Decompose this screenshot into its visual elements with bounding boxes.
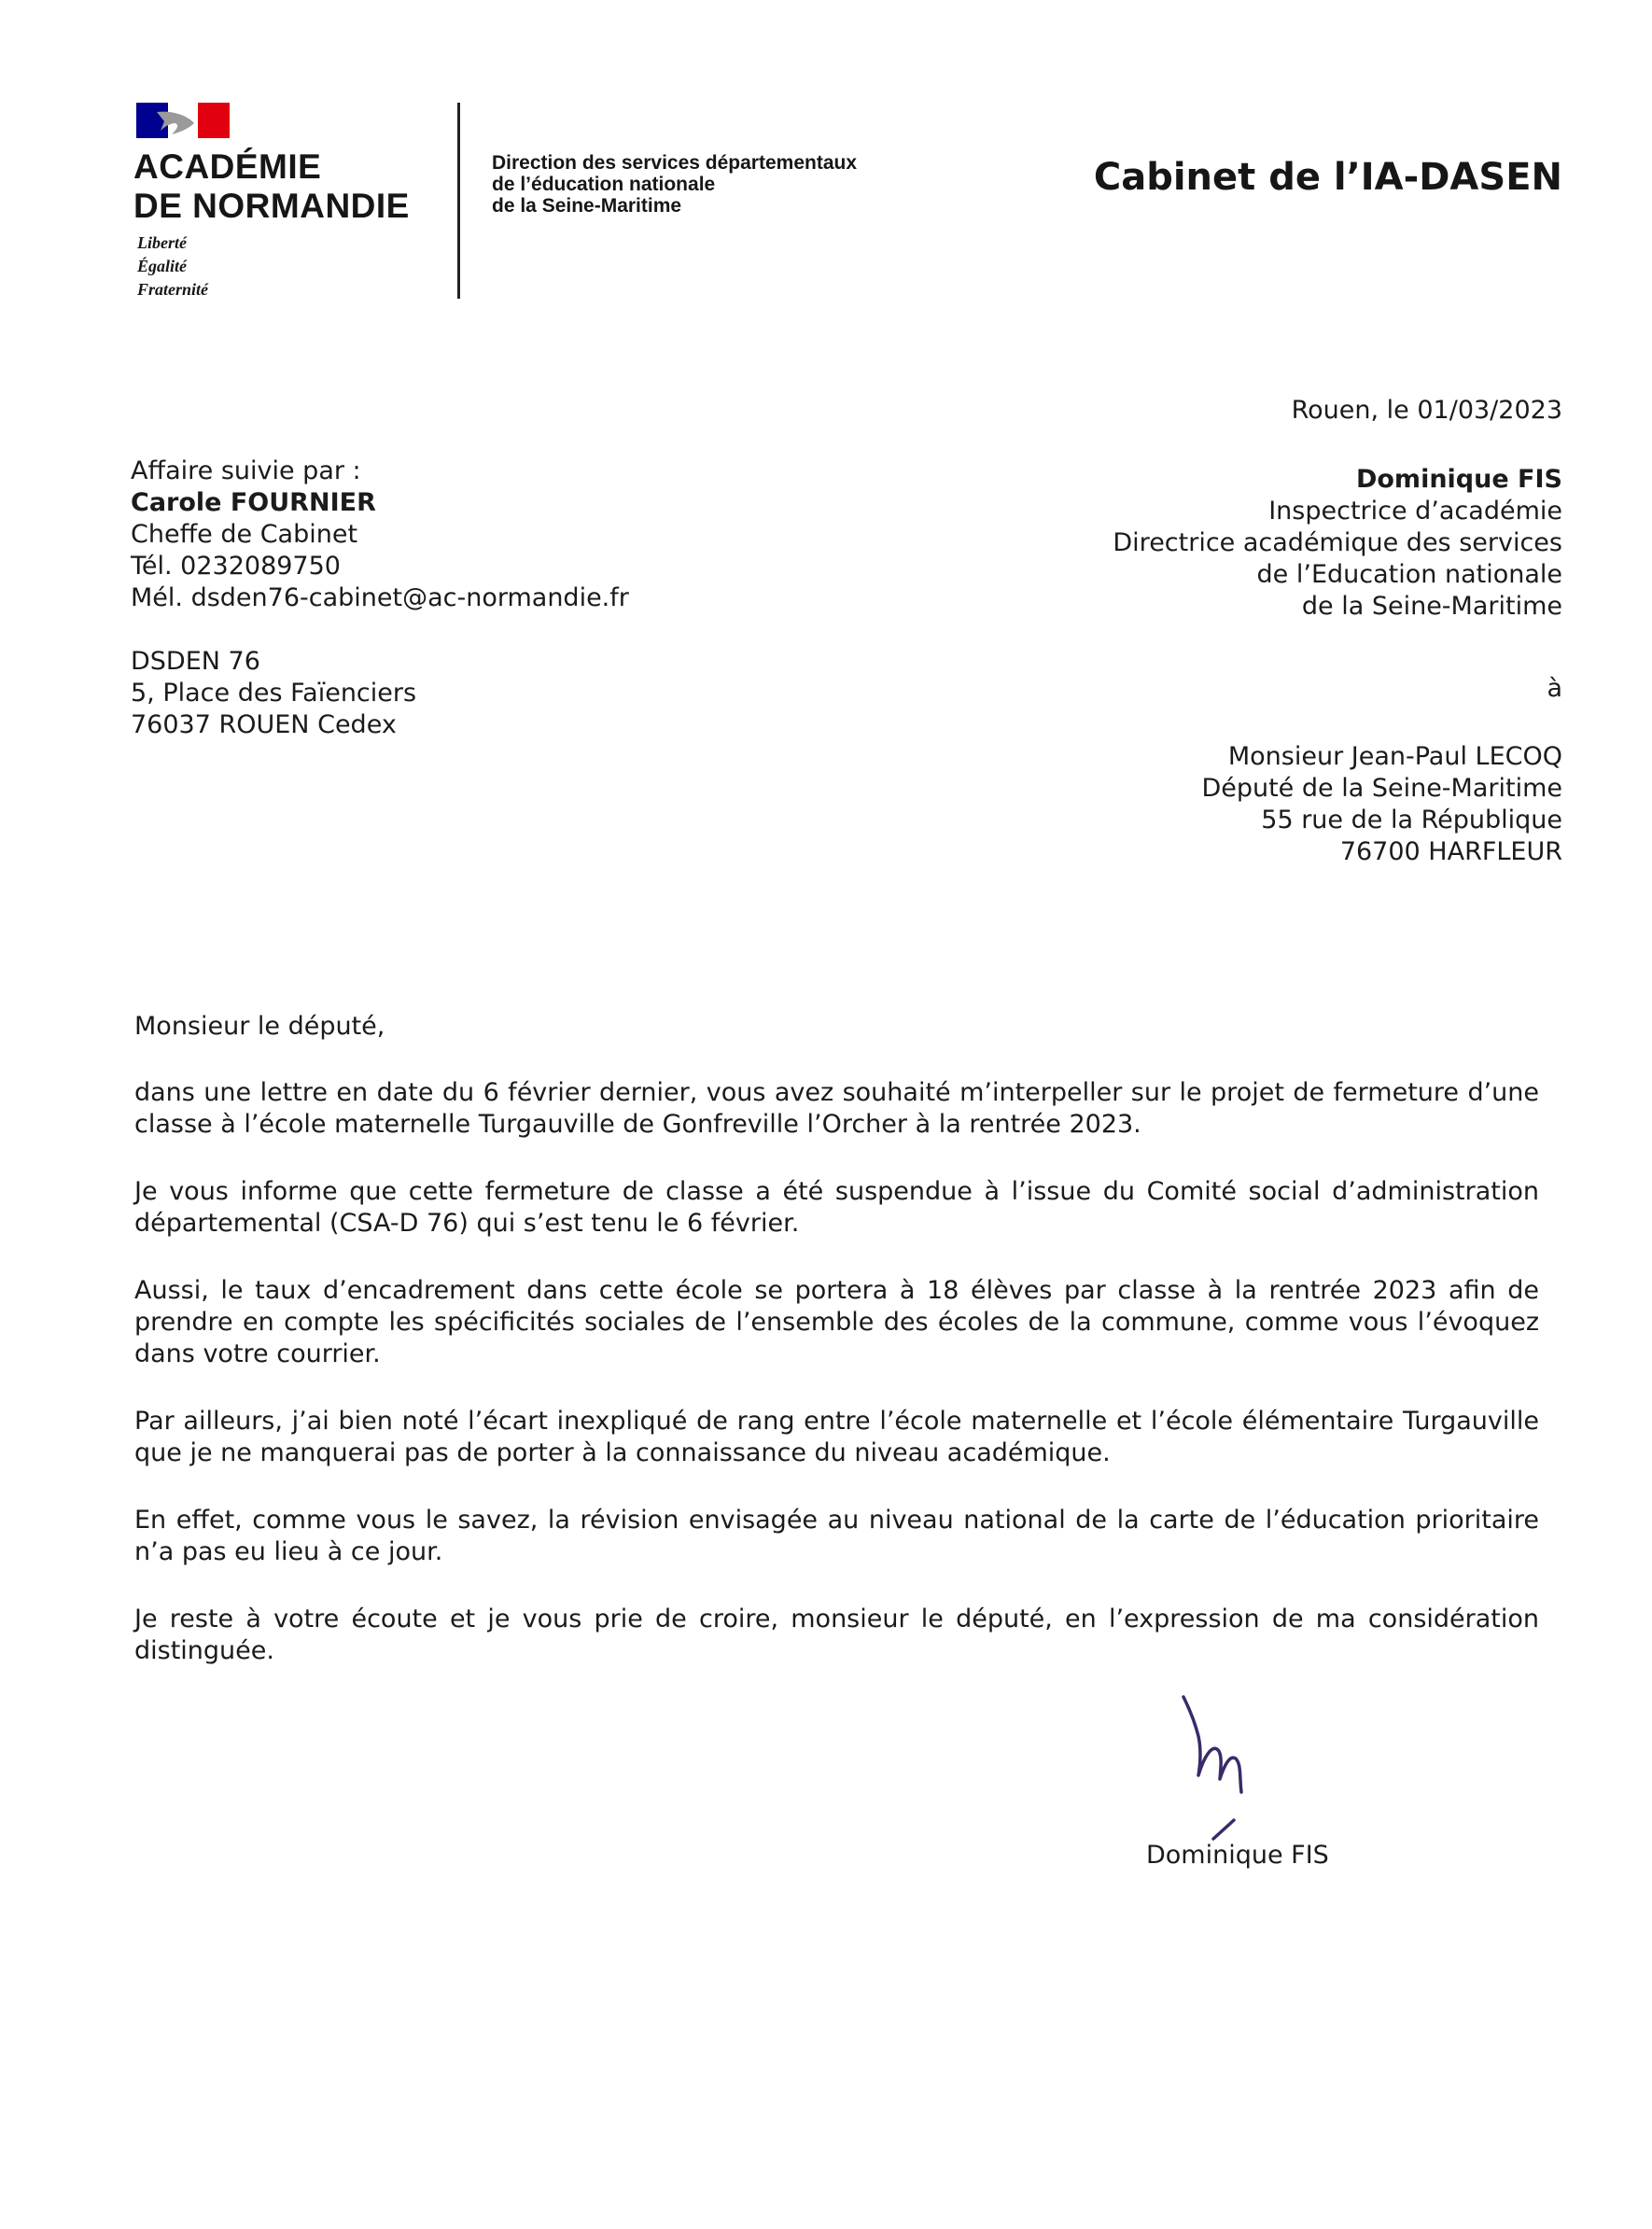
header-divider [457,103,460,299]
from-line-3: de l’Education nationale [1256,560,1562,589]
sender-address-line-2: 5, Place des Faïenciers [131,679,417,708]
direction-line-3: de la Seine-Maritime [492,195,682,217]
sender-name: Carole FOURNIER [131,488,376,517]
motto-liberte: Liberté [137,233,187,252]
paragraph-4: Par ailleurs, j’ai bien noté l’écart inexpliqué de rang entre l’école maternelle et l’école élémentaire Turgauville que je ne manquerai pas de porter à la connaissance du niveau académique. [134,1407,1539,1467]
republic-motto [137,231,208,301]
sender-role: Cheffe de Cabinet [131,520,358,549]
motto-fraternite: Fraternité [137,280,209,299]
signature-dash [1213,1820,1234,1839]
from-block [1113,464,1562,623]
sender-email: Mél. dsden76-cabinet@ac-normandie.fr [131,583,629,612]
handwritten-signature [1176,1689,1260,1848]
recipient-line-4: 76700 HARFLEUR [1339,837,1562,866]
paragraph-3: Aussi, le taux d’encadrement dans cette école se portera à 18 élèves par classe à la rentrée 2023 afin de prendre en compte les spécificités sociales de l’ensemble des écoles de la commune, comme vous l’évoquez dans votre courrier. [134,1276,1539,1368]
flag-blue-band [136,103,168,138]
paragraph-6: Je reste à votre écoute et je vous prie de croire, monsieur le député, en l’expression de ma considération distinguée. [134,1605,1539,1665]
direction-line-1: Direction des services départementaux [492,152,858,174]
sender-address-line-1: DSDEN 76 [131,647,260,676]
paragraph-2: Je vous informe que cette fermeture de classe a été suspendue à l’issue du Comité social d’administration départemental (CSA-D 76) qui s’est tenu le 6 février. [134,1177,1539,1238]
from-line-4: de la Seine-Maritime [1301,592,1562,621]
academy-brand [133,147,410,226]
marianne-logo [136,103,230,138]
from-name: Dominique FIS [1355,465,1562,494]
direction-line-2: de l’éducation nationale [492,174,716,195]
sender-address-line-3: 76037 ROUEN Cedex [131,710,397,739]
recipient-line-2: Député de la Seine-Maritime [1201,774,1562,803]
motto-egalite: Égalité [137,257,187,275]
paragraph-5: En effet, comme vous le savez, la révision envisagée au niveau national de la carte de l’éducation prioritaire n’a pas eu lieu à ce jour. [134,1506,1539,1566]
sender-spacer [131,614,629,646]
brand-line-1: ACADÉMIE [133,147,322,186]
followed-by-label: Affaire suivie par : [131,456,361,485]
letter-body [134,1011,1539,1703]
flag-red-band [198,103,230,138]
brand-line-2: DE NORMANDIE [133,187,410,225]
sender-phone: Tél. 0232089750 [131,552,341,581]
sender-block [131,456,629,741]
recipient-line-3: 55 rue de la République [1261,806,1562,834]
to-word: à [1547,674,1562,703]
salutation: Monsieur le député, [134,1012,385,1041]
signature-stroke [1183,1697,1241,1792]
paragraph-1: dans une lettre en date du 6 février dernier, vous avez souhaité m’interpeller sur le projet de fermeture d’une classe à l’école maternelle Turgauville de Gonfreville l’Orcher à la rentrée 2023. [134,1078,1539,1139]
direction-block [492,152,857,217]
cabinet-title: Cabinet de l’IA-DASEN [1093,156,1562,199]
date-line: Rouen, le 01/03/2023 [1291,396,1562,425]
recipient-line-1: Monsieur Jean-Paul LECOQ [1227,742,1562,771]
from-line-1: Inspectrice d’académie [1268,497,1562,526]
signature-name: Dominique FIS [1146,1841,1329,1870]
from-line-2: Directrice académique des services [1113,528,1562,557]
recipient-block [1201,741,1562,868]
